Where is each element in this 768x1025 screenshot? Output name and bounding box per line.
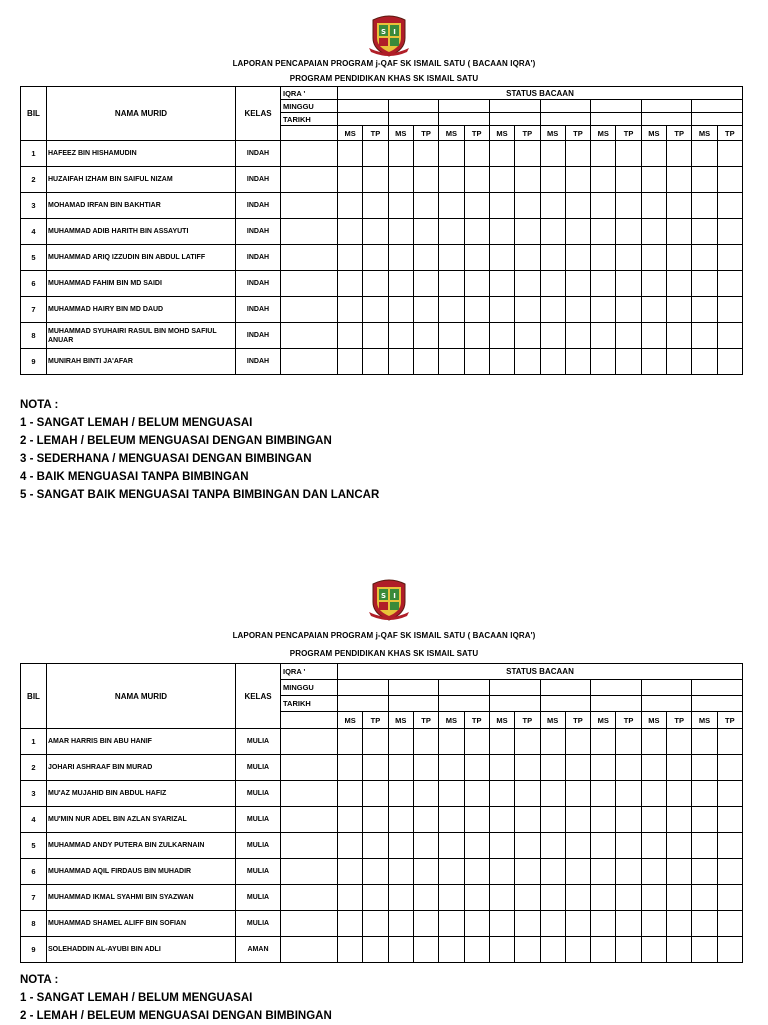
student-name: MUHAMMAD SYUHAIRI RASUL BIN MOHD SAFIUL ANUAR	[47, 323, 236, 349]
minggu-cell[interactable]	[338, 680, 389, 696]
student-name: MUHAMMAD ANDY PUTERA BIN ZULKARNAIN	[47, 833, 236, 859]
status-cell[interactable]	[515, 911, 540, 937]
status-cell[interactable]	[565, 729, 590, 755]
status-cell[interactable]	[616, 885, 641, 911]
status-cell[interactable]	[641, 807, 666, 833]
status-cell[interactable]	[515, 729, 540, 755]
crest-letter-1: S	[380, 592, 387, 600]
status-cell[interactable]	[388, 755, 413, 781]
status-cell[interactable]	[641, 885, 666, 911]
status-cell[interactable]	[641, 859, 666, 885]
header-status-bacaan: STATUS BACAAN	[338, 664, 743, 680]
student-kelas: INDAH	[236, 323, 281, 349]
student-number: 6	[21, 859, 47, 885]
status-cell[interactable]	[717, 729, 742, 755]
status-cell[interactable]	[692, 755, 717, 781]
status-cell[interactable]	[439, 885, 464, 911]
status-cell[interactable]	[439, 755, 464, 781]
status-cell[interactable]	[388, 885, 413, 911]
header-ms: MS	[540, 712, 565, 729]
status-cell[interactable]	[717, 755, 742, 781]
table-row	[21, 729, 743, 755]
student-number: 8	[21, 323, 47, 349]
header-ms: MS	[489, 126, 514, 141]
minggu-cell[interactable]	[591, 680, 642, 696]
status-cell[interactable]	[667, 833, 692, 859]
report-subtitle: PROGRAM PENDIDIKAN KHAS SK ISMAIL SATU	[289, 74, 479, 83]
status-cell[interactable]	[489, 781, 514, 807]
table-row	[21, 885, 743, 911]
header-tp: TP	[717, 126, 742, 141]
status-cell[interactable]	[464, 833, 489, 859]
status-cell[interactable]	[464, 885, 489, 911]
header-ms: MS	[388, 126, 413, 141]
tarikh-cell[interactable]	[388, 696, 439, 712]
status-cell[interactable]	[717, 885, 742, 911]
header-bil: BIL	[21, 664, 47, 729]
status-cell[interactable]	[338, 729, 363, 755]
status-cell[interactable]	[540, 781, 565, 807]
status-cell[interactable]	[439, 833, 464, 859]
status-cell[interactable]	[667, 937, 692, 963]
student-number: 4	[21, 807, 47, 833]
status-cell[interactable]	[338, 781, 363, 807]
student-name: JOHARI ASHRAAF BIN MURAD	[47, 755, 236, 781]
student-number: 9	[21, 349, 47, 375]
student-name: HUZAIFAH IZHAM BIN SAIFUL NIZAM	[47, 167, 236, 193]
status-cell[interactable]	[363, 755, 388, 781]
status-cell[interactable]	[489, 911, 514, 937]
student-name: MUHAMMAD HAIRY BIN MD DAUD	[47, 297, 236, 323]
status-cell[interactable]	[388, 911, 413, 937]
status-cell[interactable]	[413, 729, 438, 755]
header-minggu: MINGGU	[281, 100, 338, 113]
header-ms: MS	[338, 126, 363, 141]
status-cell[interactable]	[540, 807, 565, 833]
minggu-cell[interactable]	[489, 680, 540, 696]
student-kelas: INDAH	[236, 297, 281, 323]
status-cell[interactable]	[439, 937, 464, 963]
tarikh-cell[interactable]	[641, 696, 692, 712]
status-cell[interactable]	[565, 885, 590, 911]
status-cell[interactable]	[515, 833, 540, 859]
header-tarikh: TARIKH	[281, 696, 338, 712]
iqra-cell[interactable]	[281, 859, 338, 885]
header-tp: TP	[667, 712, 692, 729]
status-cell[interactable]	[540, 911, 565, 937]
table-row	[21, 937, 743, 963]
status-cell[interactable]	[413, 807, 438, 833]
status-cell[interactable]	[413, 937, 438, 963]
status-cell[interactable]	[489, 885, 514, 911]
header-ms: MS	[591, 126, 616, 141]
student-name: MUHAMMAD AQIL FIRDAUS BIN MUHADIR	[47, 859, 236, 885]
status-cell[interactable]	[439, 807, 464, 833]
status-cell[interactable]	[565, 859, 590, 885]
student-name: MUHAMMAD ADIB HARITH BIN ASSAYUTI	[47, 219, 236, 245]
student-number: 2	[21, 755, 47, 781]
header-ms: MS	[641, 712, 666, 729]
report-title: LAPORAN PENCAPAIAN PROGRAM j-QAF SK ISMAIL SATU ( BACAAN IQRA')	[232, 59, 536, 68]
status-cell[interactable]	[565, 911, 590, 937]
table-row	[21, 781, 743, 807]
header-tp: TP	[616, 126, 641, 141]
status-cell[interactable]	[464, 807, 489, 833]
iqra-cell[interactable]	[281, 911, 338, 937]
header-tp: TP	[717, 712, 742, 729]
status-cell[interactable]	[489, 833, 514, 859]
report-title: LAPORAN PENCAPAIAN PROGRAM j-QAF SK ISMAIL SATU ( BACAAN IQRA')	[232, 631, 536, 640]
header-ms: MS	[439, 126, 464, 141]
status-cell[interactable]	[540, 729, 565, 755]
student-number: 3	[21, 781, 47, 807]
status-cell[interactable]	[591, 755, 616, 781]
header-kelas: KELAS	[236, 664, 281, 729]
student-kelas: MULIA	[236, 911, 281, 937]
status-cell[interactable]	[692, 833, 717, 859]
tarikh-cell[interactable]	[540, 696, 591, 712]
status-cell[interactable]	[489, 729, 514, 755]
status-cell[interactable]	[515, 937, 540, 963]
status-cell[interactable]	[540, 937, 565, 963]
status-cell[interactable]	[616, 937, 641, 963]
header-tp: TP	[565, 712, 590, 729]
header-ms: MS	[591, 712, 616, 729]
status-cell[interactable]	[388, 833, 413, 859]
status-cell[interactable]	[667, 807, 692, 833]
status-cell[interactable]	[717, 911, 742, 937]
iqra-cell[interactable]	[281, 781, 338, 807]
header-tp: TP	[667, 126, 692, 141]
header-bil: BIL	[21, 87, 47, 141]
status-cell[interactable]	[616, 807, 641, 833]
status-cell[interactable]	[591, 807, 616, 833]
status-cell[interactable]	[692, 781, 717, 807]
status-cell[interactable]	[641, 755, 666, 781]
status-cell[interactable]	[363, 859, 388, 885]
table-row	[21, 755, 743, 781]
status-cell[interactable]	[515, 807, 540, 833]
header-tp: TP	[363, 126, 388, 141]
status-cell[interactable]	[363, 911, 388, 937]
iqra-cell[interactable]	[281, 885, 338, 911]
table-row	[21, 833, 743, 859]
header-iqra: IQRA '	[281, 664, 338, 680]
header-tp: TP	[464, 712, 489, 729]
tarikh-cell[interactable]	[439, 696, 490, 712]
status-cell[interactable]	[616, 781, 641, 807]
status-cell[interactable]	[338, 807, 363, 833]
status-cell[interactable]	[565, 937, 590, 963]
status-cell[interactable]	[540, 885, 565, 911]
nota-item: 5 - SANGAT BAIK MENGUASAI TANPA BIMBINGAN DAN LANCAR	[20, 489, 380, 501]
status-cell[interactable]	[692, 859, 717, 885]
student-kelas: MULIA	[236, 781, 281, 807]
table-row	[21, 807, 743, 833]
iqra-cell[interactable]	[281, 807, 338, 833]
status-cell[interactable]	[363, 885, 388, 911]
student-name: MUHAMMAD SHAMEL ALIFF BIN SOFIAN	[47, 911, 236, 937]
status-cell[interactable]	[413, 781, 438, 807]
status-cell[interactable]	[717, 807, 742, 833]
status-cell[interactable]	[565, 781, 590, 807]
header-tp: TP	[515, 126, 540, 141]
student-name: AMAR HARRIS BIN ABU HANIF	[47, 729, 236, 755]
status-cell[interactable]	[464, 729, 489, 755]
status-cell[interactable]	[717, 859, 742, 885]
student-name: MU'MIN NUR ADEL BIN AZLAN SYARIZAL	[47, 807, 236, 833]
header-ms: MS	[489, 712, 514, 729]
status-cell[interactable]	[616, 859, 641, 885]
status-cell[interactable]	[439, 781, 464, 807]
status-cell[interactable]	[363, 833, 388, 859]
student-number: 2	[21, 167, 47, 193]
status-cell[interactable]	[667, 729, 692, 755]
status-cell[interactable]	[591, 781, 616, 807]
header-minggu: MINGGU	[281, 680, 338, 696]
student-number: 7	[21, 297, 47, 323]
school-crest-icon	[367, 574, 411, 622]
student-kelas: INDAH	[236, 141, 281, 167]
student-kelas: INDAH	[236, 271, 281, 297]
nota-item: 1 - SANGAT LEMAH / BELUM MENGUASAI	[20, 992, 253, 1004]
student-kelas: MULIA	[236, 755, 281, 781]
status-cell[interactable]	[464, 781, 489, 807]
status-cell[interactable]	[717, 833, 742, 859]
header-nama-murid: NAMA MURID	[47, 664, 236, 729]
report-subtitle: PROGRAM PENDIDIKAN KHAS SK ISMAIL SATU	[289, 649, 479, 658]
status-cell[interactable]	[616, 833, 641, 859]
minggu-cell[interactable]	[692, 680, 743, 696]
student-number: 5	[21, 833, 47, 859]
status-cell[interactable]	[464, 937, 489, 963]
student-name: SOLEHADDIN AL-AYUBI BIN ADLI	[47, 937, 236, 963]
status-cell[interactable]	[464, 911, 489, 937]
header-nama-murid: NAMA MURID	[47, 87, 236, 141]
student-kelas: MULIA	[236, 807, 281, 833]
student-kelas: INDAH	[236, 219, 281, 245]
student-kelas: INDAH	[236, 167, 281, 193]
minggu-cell[interactable]	[388, 680, 439, 696]
student-name: MUNIRAH BINTI JA'AFAR	[47, 349, 236, 375]
student-number: 8	[21, 911, 47, 937]
iqra-cell[interactable]	[281, 755, 338, 781]
header-tp: TP	[413, 126, 438, 141]
status-cell[interactable]	[667, 859, 692, 885]
crest-letter-2: I	[393, 28, 396, 36]
student-name: MUHAMMAD ARIQ IZZUDIN BIN ABDUL LATIFF	[47, 245, 236, 271]
status-cell[interactable]	[413, 755, 438, 781]
status-cell[interactable]	[338, 937, 363, 963]
student-kelas: MULIA	[236, 859, 281, 885]
status-cell[interactable]	[439, 911, 464, 937]
student-kelas: MULIA	[236, 833, 281, 859]
status-cell[interactable]	[388, 807, 413, 833]
table-row	[21, 911, 743, 937]
minggu-cell[interactable]	[439, 680, 490, 696]
student-name: MU'AZ MUJAHID BIN ABDUL HAFIZ	[47, 781, 236, 807]
nota-item: 3 - SEDERHANA / MENGUASAI DENGAN BIMBINGAN	[20, 453, 312, 465]
header-kelas: KELAS	[236, 87, 281, 141]
status-cell[interactable]	[667, 911, 692, 937]
header-tp: TP	[464, 126, 489, 141]
status-cell[interactable]	[388, 729, 413, 755]
student-kelas: AMAN	[236, 937, 281, 963]
status-cell[interactable]	[717, 937, 742, 963]
status-cell[interactable]	[692, 807, 717, 833]
status-cell[interactable]	[489, 937, 514, 963]
status-cell[interactable]	[338, 911, 363, 937]
status-cell[interactable]	[565, 755, 590, 781]
iqra-cell[interactable]	[281, 833, 338, 859]
status-cell[interactable]	[489, 859, 514, 885]
status-cell[interactable]	[439, 729, 464, 755]
status-cell[interactable]	[667, 885, 692, 911]
header-tp: TP	[413, 712, 438, 729]
status-cell[interactable]	[641, 781, 666, 807]
nota-item: 1 - SANGAT LEMAH / BELUM MENGUASAI	[20, 417, 253, 429]
status-cell[interactable]	[565, 833, 590, 859]
minggu-cell[interactable]	[641, 680, 692, 696]
status-cell[interactable]	[338, 885, 363, 911]
student-number: 7	[21, 885, 47, 911]
status-cell[interactable]	[591, 911, 616, 937]
status-cell[interactable]	[692, 885, 717, 911]
student-name: MUHAMMAD FAHIM BIN MD SAIDI	[47, 271, 236, 297]
status-cell[interactable]	[591, 937, 616, 963]
status-cell[interactable]	[641, 729, 666, 755]
status-cell[interactable]	[388, 781, 413, 807]
status-cell[interactable]	[692, 911, 717, 937]
status-cell[interactable]	[464, 859, 489, 885]
status-cell[interactable]	[641, 833, 666, 859]
status-cell[interactable]	[413, 859, 438, 885]
status-cell[interactable]	[388, 937, 413, 963]
header-iqra: IQRA '	[281, 87, 338, 100]
status-cell[interactable]	[616, 911, 641, 937]
nota-title: NOTA :	[20, 399, 59, 411]
iqra-cell[interactable]	[281, 729, 338, 755]
status-cell[interactable]	[540, 833, 565, 859]
status-cell[interactable]	[439, 859, 464, 885]
status-cell[interactable]	[591, 885, 616, 911]
header-ms: MS	[692, 126, 717, 141]
student-number: 1	[21, 729, 47, 755]
status-cell[interactable]	[692, 729, 717, 755]
status-cell[interactable]	[667, 781, 692, 807]
status-cell[interactable]	[515, 885, 540, 911]
tarikh-cell[interactable]	[338, 696, 389, 712]
minggu-cell[interactable]	[540, 680, 591, 696]
student-number: 3	[21, 193, 47, 219]
student-name: HAFEEZ BIN HISHAMUDIN	[47, 141, 236, 167]
tarikh-cell[interactable]	[692, 696, 743, 712]
status-cell[interactable]	[388, 859, 413, 885]
status-cell[interactable]	[338, 833, 363, 859]
crest-letter-2: I	[393, 592, 396, 600]
status-cell[interactable]	[667, 755, 692, 781]
nota-item: 4 - BAIK MENGUASAI TANPA BIMBINGAN	[20, 471, 249, 483]
header-tp: TP	[565, 126, 590, 141]
header-status-bacaan: STATUS BACAAN	[338, 87, 743, 100]
header-ms: MS	[338, 712, 363, 729]
status-cell[interactable]	[591, 729, 616, 755]
status-cell[interactable]	[616, 755, 641, 781]
student-kelas: INDAH	[236, 349, 281, 375]
nota-title: NOTA :	[20, 974, 59, 986]
tarikh-cell[interactable]	[591, 696, 642, 712]
student-number: 5	[21, 245, 47, 271]
header-ms: MS	[641, 126, 666, 141]
status-cell[interactable]	[363, 937, 388, 963]
header-blank	[281, 712, 338, 729]
status-cell[interactable]	[717, 781, 742, 807]
status-cell[interactable]	[413, 833, 438, 859]
status-cell[interactable]	[338, 859, 363, 885]
status-cell[interactable]	[489, 755, 514, 781]
header-ms: MS	[388, 712, 413, 729]
status-cell[interactable]	[363, 807, 388, 833]
status-cell[interactable]	[591, 833, 616, 859]
nota-item: 2 - LEMAH / BELEUM MENGUASAI DENGAN BIMBINGAN	[20, 435, 332, 447]
student-number: 4	[21, 219, 47, 245]
status-cell[interactable]	[413, 911, 438, 937]
student-kelas: MULIA	[236, 729, 281, 755]
status-cell[interactable]	[515, 859, 540, 885]
student-kelas: INDAH	[236, 245, 281, 271]
header-ms: MS	[540, 126, 565, 141]
header-tp: TP	[616, 712, 641, 729]
status-cell[interactable]	[616, 729, 641, 755]
nota-item: 2 - LEMAH / BELEUM MENGUASAI DENGAN BIMBINGAN	[20, 1010, 332, 1022]
status-cell[interactable]	[591, 859, 616, 885]
student-name: MUHAMMAD IKMAL SYAHMI BIN SYAZWAN	[47, 885, 236, 911]
status-cell[interactable]	[515, 781, 540, 807]
header-ms: MS	[439, 712, 464, 729]
status-cell[interactable]	[464, 755, 489, 781]
status-cell[interactable]	[641, 911, 666, 937]
header-tp: TP	[363, 712, 388, 729]
report-table	[20, 663, 743, 963]
header-tarikh: TARIKH	[281, 113, 338, 126]
student-number: 9	[21, 937, 47, 963]
iqra-cell[interactable]	[281, 937, 338, 963]
status-cell[interactable]	[540, 755, 565, 781]
student-kelas: MULIA	[236, 885, 281, 911]
status-cell[interactable]	[515, 755, 540, 781]
student-kelas: INDAH	[236, 193, 281, 219]
status-cell[interactable]	[338, 755, 363, 781]
table-row	[21, 859, 743, 885]
student-number: 1	[21, 141, 47, 167]
status-cell[interactable]	[692, 937, 717, 963]
tarikh-cell[interactable]	[489, 696, 540, 712]
status-cell[interactable]	[363, 781, 388, 807]
status-cell[interactable]	[489, 807, 514, 833]
header-tp: TP	[515, 712, 540, 729]
student-number: 6	[21, 271, 47, 297]
header-ms: MS	[692, 712, 717, 729]
status-cell[interactable]	[540, 859, 565, 885]
status-cell[interactable]	[413, 885, 438, 911]
crest-letter-1: S	[380, 28, 387, 36]
nota-section	[20, 971, 332, 1025]
status-cell[interactable]	[565, 807, 590, 833]
status-cell[interactable]	[363, 729, 388, 755]
student-name: MOHAMAD IRFAN BIN BAKHTIAR	[47, 193, 236, 219]
status-cell[interactable]	[641, 937, 666, 963]
